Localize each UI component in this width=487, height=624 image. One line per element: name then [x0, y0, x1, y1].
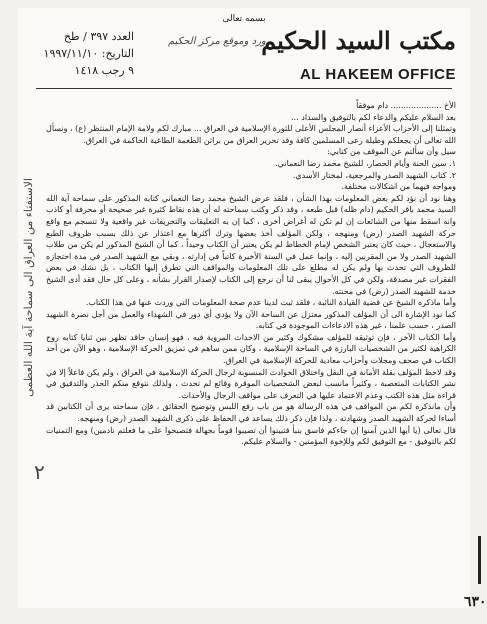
body-paragraph: وهنا نود أن نؤد لكم بعض المعلومات بهذا الشأن ، فلقد عرض الشيخ محمد رضا النعماني كتابه المذكور على سماحة آية الله السيد محمد باقر الحكيم (دام ظله) قبل طبعه ، وقد ذكر وكتب سماحته له أن هذه نقاط كثيرة غير صحيحة أو محرفة أو كاذب وانه اسقط منها من الشائعات إن لم تكن له أغراض أخرى ، كما إن به التعليقات والتحريفات غير واقعية ولا تنسجم مع واقع حركة الشهيد الصدر (رض) ومنهجه ، ولكن المؤلف أخذ بعضها وترك أكثرها مع اعتذار عن ذلك بسبب ظروف الطبع والاستعجال ، حيث كان يعتبر الشخص لإمام الخطاط لم يكن يعتبر أن الكتاب وحيداً ، كما أن الشيخ المذكور لم يكن من طلاب الشهيد الصدر ولا من المقربين إليه ، وإنما عمل في السنة الأخيرة كاتباً في إدارته ، وبقي مع الشهيد الصدر في مدة احتجازه للظروف التي تحدث بها ولم يكن له مطلع على تلك المعلومات والمواقف التي تطرق إليها الكتاب ، بل نشك في بعض الفقرات غير مصدقة، ولكن في كل الأحوال يبقى لنا أن نرجع إلى الكتاب لإصدار القرار بشأنه ، وعلى كل حال فقد أدى الشيخ خدمة للشهيد الصدر (رض) في محنته. [46, 193, 456, 296]
body-paragraph: بعد السلام عليكم والدعاء لكم بالتوفيق والسداد ... [291, 112, 456, 122]
body-paragraph: ٢. كتاب الشهيد الصدر والمرجعية، لمختار الأسدي. [292, 170, 456, 180]
body-paragraph: ١. سين الحنة وأيام الحصار، للشيخ محمد رضا النعماني. [275, 158, 456, 168]
office-name-arabic: مكتب السيد الحكيم [261, 26, 456, 55]
number-label: العدد [111, 30, 134, 43]
reference-stamp [34, 28, 134, 79]
body-paragraph: وأما الكتاب الآخر ، فإن توثيقه للمؤلف مشكوك وكثير من الاحداث المروية فيه ، فهو إنسان حاقد تظهر بين ثنايا كتابه روح الكراهية لكثير من الشخصيات البارزة في الساحة الإسلامية ، وكان ممن ساهم في تمزيق الحركة الإسلامية ، وهو الآن من أحد الكتاب في صحف ومجلات وأحزاب معادية للحركة الإسلامية في العراق. [46, 332, 456, 366]
bismillah-header: بسمه تعالى [222, 14, 266, 24]
handwritten-note: ورد وموقع مركز الحكيم [168, 36, 266, 47]
body-paragraph: كما نود الإشارة الى أن المؤلف المذكور معتزل عن الساحة الآن ولا يؤدي أي دور في الشهداء والعمل من أجل نصرة الشهيد الصدر ، حسب علمنا ، غير هذه الادعاءات الموجودة في كتابه. [46, 309, 456, 331]
body-paragraph: ومواجه فيهما من اشكالات مختلفة. [341, 182, 456, 192]
letter-body [46, 100, 456, 448]
reference-number-row [34, 28, 134, 45]
header-divider [36, 88, 452, 89]
office-name-english: AL HAKEEM OFFICE [299, 66, 456, 83]
hijri-date: ٩ رجب ١٤١٨ [74, 64, 134, 77]
body-paragraph: وقد لاحظ المؤلف بقلة الأمانة في النقل واختلاق الحوادث المنسوبة لرجال الحركة الإسلامية في العراق ، ولم يكن فاعلاً إلا في نشر الكتابات المتعصبة ، وكثيراً مانسب لبعض الشخصيات الموقرة وقائع لم تحدث ، ولذلك نتوقع منكم الحذر والتدقيق في قراءة مثل هذه الكتب وعدم الاعتماد عليها في التعرف على مواقف الرجال والأحداث. [46, 367, 456, 400]
page-bar [478, 536, 481, 584]
date-row: التاريخ: ١٩٩٧/١١/١٠ [43, 47, 134, 60]
body-paragraph: وأما ماذكره الشيخ عن قضية القيادة النائبة ، فلقد ثبت لدينا عدم صحة المعلومات التي وردت عنها في هذا الكتاب. [85, 298, 456, 308]
number-value: ٣٩٧ / طخ [63, 30, 109, 43]
body-paragraph: وتمثلنا إلى الأحزاب الأعزاء أنصار المجلس الأعلى للثورة الإسلامية في العراق ... مبارك لكم ولامة الإمام المنتظر (ع) ، ونسأل الله تعالى أن يجعلكم وطيلة رعى المسلمين كافة وقد تحرير العراق من براثن الطغمة الطاغية الحاكمة في العراق. [46, 124, 456, 145]
body-paragraph: قال تعالى (يا أيها الذين آمنوا إن جاءكم فاسق بنبأ فتبينوا أن تصيبوا قوماً بجهالة فتصبحوا على ما فعلتم نادمين) ومع التمنيات لكم بالتوفيق - مع التوفيق لكم وللإخوة المؤمنين - والسلام عليكم. [46, 425, 456, 447]
body-paragraph: وأن مانذكره لكم من المواقف في هذه الرسالة هو من باب رفع اللبس وتوضيح الحقائق ، فإن سماحته يرى أن الكتابين قد أساءا لحركة الشهيد الصدر وشهادته ، ولذا فإن ذكر ذلك يساعد في الحفاظ على ذكرى الشهيد الصدر (رض) ومنهجه. [46, 402, 456, 424]
body-paragraph: الأخ .................... دام موفقاً [356, 101, 456, 110]
handwritten-margin-note: الاستفتاء من العراق الى سماحة آية الله العظمى [22, 178, 35, 397]
letter-page [18, 8, 487, 610]
date-value: ١٩٩٧/١١/١٠ [43, 47, 99, 60]
page-number: ٦٣٠ [464, 594, 487, 610]
margin-mark: ٢ [34, 460, 45, 484]
body-paragraph: سيل وأن سألتم عن الموقف من كتابي: [327, 147, 456, 157]
date-label: التاريخ [105, 47, 134, 60]
